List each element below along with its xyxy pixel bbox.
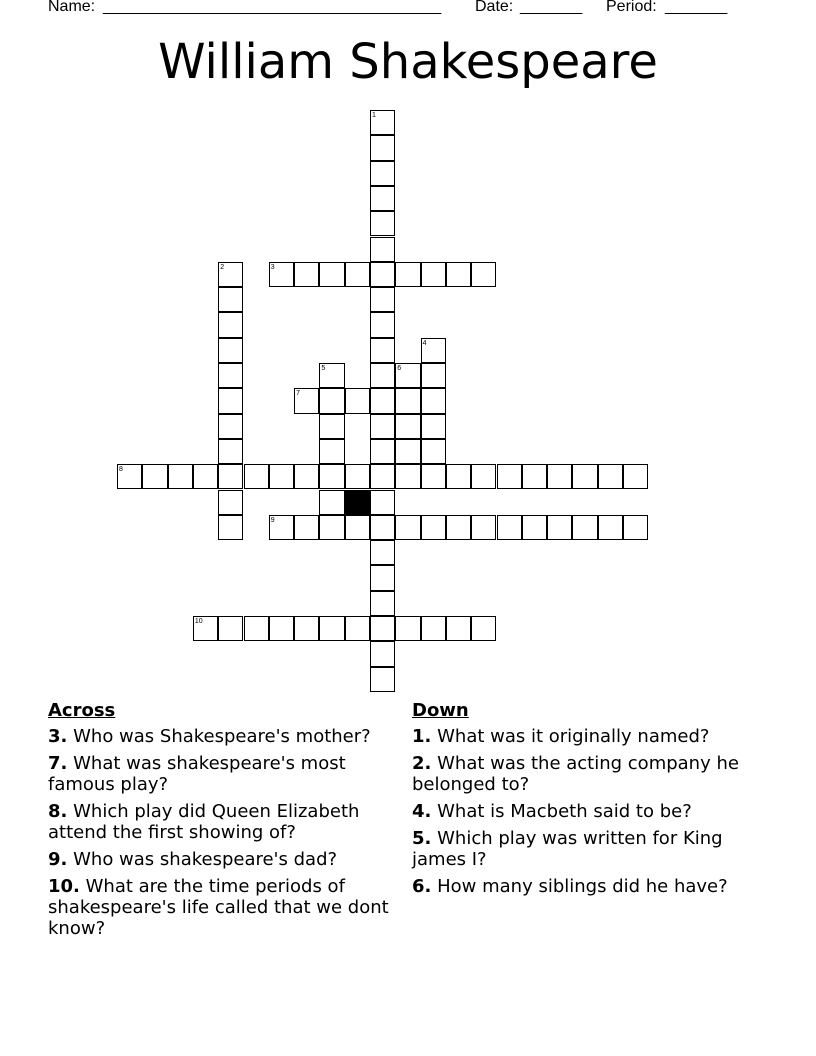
crossword-cell[interactable] [497, 464, 522, 489]
clue-down-1: 1. What was it originally named? [412, 726, 710, 747]
crossword-cell[interactable] [319, 414, 344, 439]
crossword-cell[interactable] [370, 161, 395, 186]
crossword-cell[interactable] [395, 464, 420, 489]
crossword-cell[interactable] [370, 565, 395, 590]
clue-down-2: 2. What was the acting company he belonged to? [412, 753, 739, 795]
crossword-cell[interactable] [168, 464, 193, 489]
crossword-cell[interactable] [497, 515, 522, 540]
crossword-cell[interactable] [446, 616, 471, 641]
crossword-cell[interactable] [218, 616, 243, 641]
crossword-cell[interactable] [395, 616, 420, 641]
crossword-cell[interactable] [345, 388, 370, 413]
clue-down-4: 4. What is Macbeth said to be? [412, 801, 692, 822]
clue-number: 6 [397, 365, 402, 372]
crossword-cell[interactable] [446, 262, 471, 287]
crossword-cell[interactable] [294, 515, 319, 540]
crossword-cell[interactable] [370, 667, 395, 692]
crossword-cell[interactable] [421, 464, 446, 489]
crossword-cell[interactable] [319, 616, 344, 641]
crossword-cell[interactable] [446, 464, 471, 489]
date-field[interactable]: _______ [520, 0, 583, 15]
clue-across-9: 9. Who was shakespeare's dad? [48, 849, 338, 870]
crossword-cell[interactable] [345, 515, 370, 540]
crossword-cell[interactable] [345, 262, 370, 287]
clue-number: 4 [422, 339, 427, 347]
crossword-cell[interactable] [446, 515, 471, 540]
crossword-cell[interactable] [370, 439, 395, 464]
crossword-cell[interactable] [370, 490, 395, 515]
crossword-cell[interactable] [370, 641, 395, 666]
crossword-cell[interactable] [218, 388, 243, 413]
crossword-cell[interactable] [623, 515, 648, 540]
crossword-cell[interactable] [421, 515, 446, 540]
crossword-cell[interactable] [598, 464, 623, 489]
crossword-cell[interactable] [294, 464, 319, 489]
crossword-cell[interactable] [370, 287, 395, 312]
crossword-cell[interactable] [421, 616, 446, 641]
page-title: William Shakespeare [158, 34, 658, 90]
crossword-cell[interactable] [218, 515, 243, 540]
clue-number: 10 [194, 618, 203, 625]
crossword-cell[interactable] [218, 439, 243, 464]
period-label: Period: [606, 0, 657, 15]
clue-across-8: 8. Which play did Queen Elizabeth attend the first showing of? [48, 801, 360, 843]
name-label: Name: [48, 0, 96, 15]
down-heading: Down [412, 700, 469, 721]
crossword-cell[interactable] [370, 186, 395, 211]
crossword-cell[interactable] [218, 287, 243, 312]
crossword-cell[interactable] [421, 363, 446, 388]
crossword-cell[interactable] [294, 262, 319, 287]
crossword-cell[interactable] [370, 616, 395, 641]
crossword-cell[interactable] [370, 388, 395, 413]
crossword-cell[interactable] [218, 312, 243, 337]
clue-number: 9 [270, 516, 275, 524]
clue-down-5: 5. Which play was written for King james I? [412, 828, 723, 870]
across-clues [48, 700, 398, 945]
clue-number: 1 [372, 112, 376, 119]
crossword-cell[interactable] [547, 515, 572, 540]
crossword-cell[interactable] [370, 338, 395, 363]
crossword-cell[interactable] [598, 515, 623, 540]
crossword-cell[interactable] [623, 464, 648, 489]
crossword-cell[interactable] [395, 388, 420, 413]
crossword-cell[interactable] [572, 464, 597, 489]
crossword-cell[interactable] [319, 515, 344, 540]
black-square [345, 490, 370, 515]
crossword-cell[interactable] [319, 262, 344, 287]
crossword-cell[interactable] [395, 439, 420, 464]
crossword-cell[interactable] [244, 616, 269, 641]
name-field[interactable]: ______________________________________ [103, 0, 442, 15]
crossword-cell[interactable] [370, 262, 395, 287]
crossword-cell[interactable] [319, 464, 344, 489]
crossword-cell[interactable] [193, 464, 218, 489]
crossword-cell[interactable] [421, 439, 446, 464]
crossword-cell[interactable] [370, 312, 395, 337]
crossword-cell[interactable] [142, 464, 167, 489]
crossword-cell[interactable] [370, 591, 395, 616]
clue-number: 8 [119, 466, 123, 474]
crossword-cell[interactable] [370, 414, 395, 439]
crossword-cell[interactable] [370, 363, 395, 388]
crossword-cell[interactable] [370, 135, 395, 160]
crossword-cell[interactable] [370, 515, 395, 540]
crossword-cell[interactable] [345, 464, 370, 489]
crossword-cell[interactable] [395, 515, 420, 540]
crossword-cell[interactable] [319, 439, 344, 464]
crossword-cell[interactable] [522, 464, 547, 489]
crossword-cell[interactable] [421, 262, 446, 287]
crossword-cell[interactable] [218, 490, 243, 515]
crossword-cell[interactable] [370, 211, 395, 236]
clue-across-7: 7. What was shakespeare's most famous play? [48, 753, 346, 795]
crossword-cell[interactable] [421, 388, 446, 413]
clue-number: 3 [270, 263, 275, 271]
crossword-cell[interactable] [218, 464, 243, 489]
clue-across-10: 10. What are the time periods of shakespeare's life called that we dont know? [48, 876, 389, 939]
crossword-cell[interactable] [269, 464, 294, 489]
crossword-cell[interactable] [395, 414, 420, 439]
clue-number: 7 [296, 390, 300, 398]
clue-number: 5 [321, 365, 326, 372]
clue-down-6: 6. How many siblings did he have? [412, 876, 728, 897]
clue-number: 2 [220, 263, 225, 271]
crossword-cell[interactable] [471, 464, 496, 489]
down-clues [412, 700, 762, 903]
crossword-cell[interactable] [370, 464, 395, 489]
crossword-cell[interactable] [319, 490, 344, 515]
crossword-cell[interactable] [547, 464, 572, 489]
crossword-cell[interactable] [269, 616, 294, 641]
crossword-cell[interactable] [421, 414, 446, 439]
date-label: Date: [475, 0, 514, 15]
crossword-cell[interactable] [244, 464, 269, 489]
crossword-cell[interactable] [471, 515, 496, 540]
crossword-cell[interactable] [572, 515, 597, 540]
crossword-cell[interactable] [370, 237, 395, 262]
crossword-cell[interactable] [471, 262, 496, 287]
crossword-cell[interactable] [370, 540, 395, 565]
crossword-cell[interactable] [522, 515, 547, 540]
across-heading: Across [48, 700, 116, 721]
crossword-cell[interactable] [218, 338, 243, 363]
period-field[interactable]: _______ [665, 0, 728, 15]
crossword-cell[interactable] [218, 414, 243, 439]
crossword-cell[interactable] [218, 363, 243, 388]
crossword-cell[interactable] [471, 616, 496, 641]
crossword-cell[interactable] [319, 388, 344, 413]
crossword-cell[interactable] [345, 616, 370, 641]
crossword-cell[interactable] [294, 616, 319, 641]
clue-across-3: 3. Who was Shakespeare's mother? [48, 726, 371, 747]
crossword-cell[interactable] [395, 262, 420, 287]
